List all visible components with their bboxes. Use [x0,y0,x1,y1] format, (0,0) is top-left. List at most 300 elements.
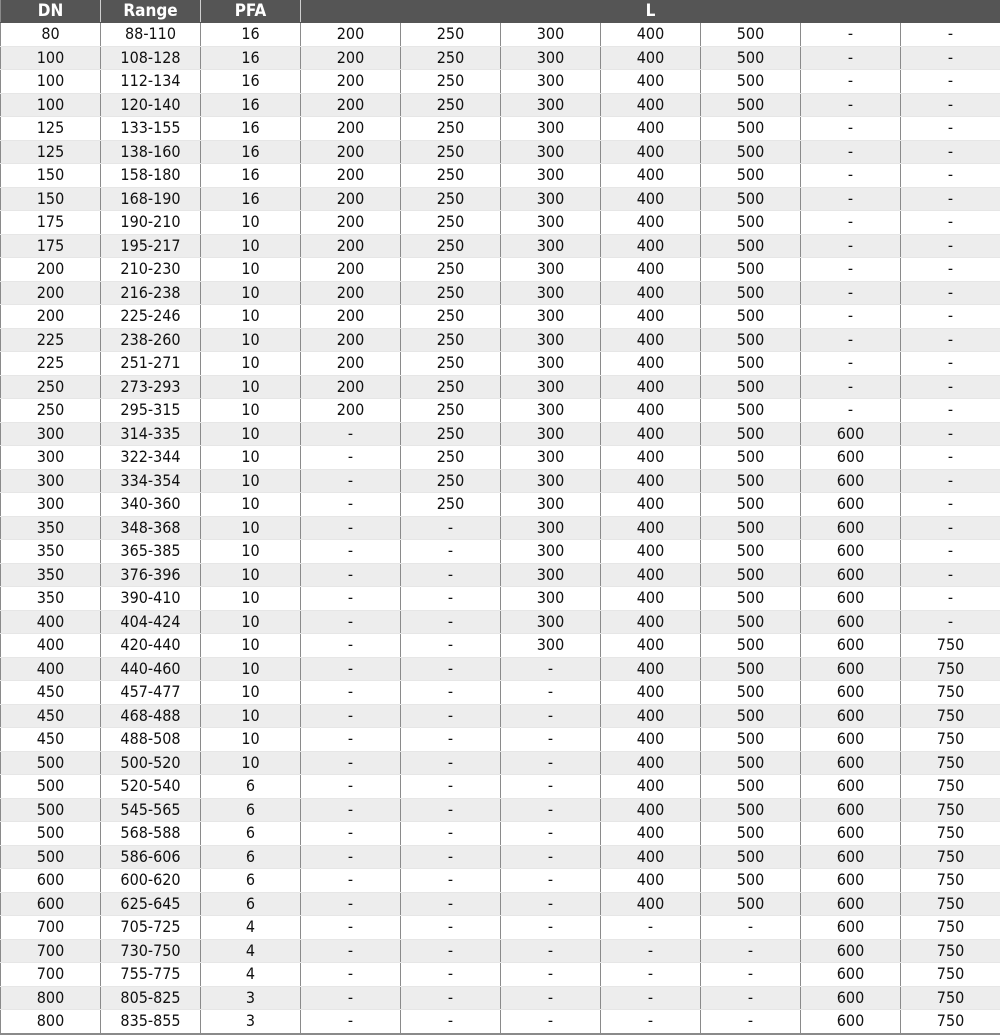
cell-pfa: 10 [201,493,301,517]
cell-range: 805-825 [101,986,201,1010]
cell-l7: 750 [901,869,1000,893]
cell-l5: 500 [701,728,801,752]
cell-dn: 500 [1,845,101,869]
cell-l7: - [901,328,1000,352]
cell-l2: 250 [401,234,501,258]
cell-l4: - [601,986,701,1010]
cell-pfa: 10 [201,681,301,705]
cell-l1: 200 [301,281,401,305]
table-row [1,822,1000,846]
cell-pfa: 10 [201,587,301,611]
cell-l2: - [401,775,501,799]
cell-dn: 500 [1,751,101,775]
cell-l4: 400 [601,563,701,587]
cell-l3: 300 [501,399,601,423]
cell-range: 195-217 [101,234,201,258]
cell-range: 190-210 [101,211,201,235]
cell-l1: - [301,540,401,564]
cell-l3: 300 [501,46,601,70]
cell-l7: - [901,258,1000,282]
cell-l1: - [301,634,401,658]
cell-l4: 400 [601,869,701,893]
cell-l5: 500 [701,422,801,446]
cell-l7: - [901,187,1000,211]
cell-l2: 250 [401,399,501,423]
cell-l4: - [601,1010,701,1034]
cell-dn: 350 [1,540,101,564]
cell-l6: 600 [801,916,901,940]
cell-l2: 250 [401,352,501,376]
cell-l1: - [301,469,401,493]
cell-l1: - [301,728,401,752]
cell-l4: 400 [601,117,701,141]
cell-pfa: 16 [201,187,301,211]
cell-l5: 500 [701,375,801,399]
cell-l4: 400 [601,775,701,799]
cell-l6: 600 [801,681,901,705]
table-row [1,281,1000,305]
cell-pfa: 16 [201,164,301,188]
cell-dn: 350 [1,587,101,611]
cell-l4: 400 [601,845,701,869]
cell-l2: 250 [401,281,501,305]
cell-l7: - [901,23,1000,47]
cell-l3: 300 [501,634,601,658]
cell-range: 468-488 [101,704,201,728]
cell-dn: 80 [1,23,101,47]
cell-range: 210-230 [101,258,201,282]
cell-range: 705-725 [101,916,201,940]
cell-pfa: 4 [201,916,301,940]
cell-l5: 500 [701,681,801,705]
cell-l6: 600 [801,446,901,470]
cell-pfa: 10 [201,704,301,728]
cell-dn: 450 [1,704,101,728]
cell-l3: - [501,892,601,916]
cell-l3: 300 [501,164,601,188]
cell-l7: 750 [901,845,1000,869]
cell-l3: 300 [501,328,601,352]
cell-l4: 400 [601,305,701,329]
cell-l5: 500 [701,751,801,775]
cell-dn: 300 [1,469,101,493]
cell-l7: 750 [901,704,1000,728]
cell-l2: - [401,634,501,658]
cell-dn: 150 [1,187,101,211]
cell-l6: - [801,375,901,399]
cell-pfa: 6 [201,822,301,846]
cell-l7: - [901,305,1000,329]
cell-l3: 300 [501,211,601,235]
cell-pfa: 3 [201,986,301,1010]
cell-pfa: 10 [201,540,301,564]
cell-l2: 250 [401,211,501,235]
cell-range: 545-565 [101,798,201,822]
cell-l1: 200 [301,211,401,235]
cell-l2: 250 [401,328,501,352]
cell-l4: 400 [601,70,701,94]
cell-range: 520-540 [101,775,201,799]
cell-dn: 450 [1,728,101,752]
cell-l6: 600 [801,892,901,916]
cell-l2: - [401,916,501,940]
cell-range: 348-368 [101,516,201,540]
cell-l2: 250 [401,140,501,164]
cell-range: 133-155 [101,117,201,141]
cell-l1: - [301,822,401,846]
cell-l5: 500 [701,446,801,470]
cell-l6: 600 [801,493,901,517]
cell-l2: - [401,939,501,963]
cell-dn: 500 [1,775,101,799]
table-row [1,587,1000,611]
cell-l5: 500 [701,70,801,94]
cell-l2: 250 [401,305,501,329]
cell-l1: - [301,986,401,1010]
cell-range: 376-396 [101,563,201,587]
cell-l7: 750 [901,751,1000,775]
table-row [1,328,1000,352]
cell-l7: - [901,281,1000,305]
cell-range: 457-477 [101,681,201,705]
cell-l2: - [401,540,501,564]
cell-l3: - [501,657,601,681]
table-row [1,751,1000,775]
cell-pfa: 3 [201,1010,301,1034]
cell-l1: - [301,892,401,916]
cell-pfa: 10 [201,469,301,493]
cell-dn: 700 [1,939,101,963]
cell-l3: 300 [501,540,601,564]
cell-l3: 300 [501,493,601,517]
cell-l2: 250 [401,46,501,70]
table-row [1,352,1000,376]
cell-dn: 200 [1,281,101,305]
cell-l2: - [401,657,501,681]
cell-dn: 100 [1,70,101,94]
cell-range: 625-645 [101,892,201,916]
cell-l5: 500 [701,469,801,493]
cell-l3: 300 [501,587,601,611]
cell-l7: - [901,117,1000,141]
cell-pfa: 10 [201,422,301,446]
cell-l3: - [501,986,601,1010]
table-row [1,516,1000,540]
cell-pfa: 10 [201,751,301,775]
table-row [1,845,1000,869]
cell-l4: 400 [601,798,701,822]
cell-l1: - [301,563,401,587]
cell-l7: 750 [901,963,1000,987]
cell-l3: - [501,751,601,775]
cell-l4: 400 [601,822,701,846]
table-row [1,963,1000,987]
cell-l7: - [901,375,1000,399]
cell-l6: - [801,117,901,141]
cell-l4: 400 [601,610,701,634]
cell-l1: - [301,446,401,470]
table-body [1,23,1000,1034]
table-row [1,939,1000,963]
cell-l1: - [301,1010,401,1034]
cell-l5: 500 [701,187,801,211]
cell-l3: - [501,963,601,987]
cell-l5: - [701,939,801,963]
header-row [1,0,1000,23]
cell-l3: - [501,916,601,940]
cell-range: 314-335 [101,422,201,446]
cell-l5: - [701,963,801,987]
cell-range: 295-315 [101,399,201,423]
cell-l1: - [301,704,401,728]
cell-range: 390-410 [101,587,201,611]
cell-l6: 600 [801,1010,901,1034]
cell-dn: 225 [1,352,101,376]
cell-dn: 400 [1,657,101,681]
cell-l2: 250 [401,469,501,493]
cell-l1: 200 [301,93,401,117]
cell-l4: 400 [601,516,701,540]
cell-l4: 400 [601,681,701,705]
cell-l6: 600 [801,986,901,1010]
cell-l6: - [801,187,901,211]
cell-l3: 300 [501,375,601,399]
cell-l3: - [501,681,601,705]
cell-l1: 200 [301,352,401,376]
cell-l4: 400 [601,892,701,916]
cell-l6: 600 [801,751,901,775]
cell-l4: 400 [601,751,701,775]
cell-range: 251-271 [101,352,201,376]
cell-l6: 600 [801,469,901,493]
cell-l1: 200 [301,187,401,211]
table-row [1,258,1000,282]
cell-l5: 500 [701,117,801,141]
cell-l5: 500 [701,892,801,916]
cell-l6: - [801,328,901,352]
table-row [1,164,1000,188]
table-row [1,422,1000,446]
table-row [1,469,1000,493]
cell-range: 586-606 [101,845,201,869]
cell-l3: 300 [501,516,601,540]
cell-l4: 400 [601,446,701,470]
cell-l7: 750 [901,798,1000,822]
cell-l5: 500 [701,23,801,47]
cell-dn: 200 [1,258,101,282]
cell-l7: - [901,587,1000,611]
cell-pfa: 16 [201,117,301,141]
cell-l2: - [401,986,501,1010]
cell-range: 365-385 [101,540,201,564]
cell-l5: 500 [701,563,801,587]
cell-pfa: 10 [201,375,301,399]
cell-range: 730-750 [101,939,201,963]
cell-l7: 750 [901,822,1000,846]
cell-l5: - [701,986,801,1010]
cell-l7: - [901,46,1000,70]
cell-dn: 300 [1,493,101,517]
table-row [1,211,1000,235]
cell-l1: - [301,775,401,799]
cell-l6: 600 [801,634,901,658]
cell-l2: - [401,751,501,775]
cell-l2: 250 [401,493,501,517]
cell-range: 120-140 [101,93,201,117]
table-row [1,493,1000,517]
cell-l6: - [801,234,901,258]
cell-l1: 200 [301,70,401,94]
table-row [1,234,1000,258]
cell-l3: - [501,939,601,963]
cell-l4: 400 [601,211,701,235]
cell-l1: 200 [301,140,401,164]
cell-pfa: 10 [201,657,301,681]
cell-l1: - [301,963,401,987]
cell-l1: - [301,751,401,775]
cell-dn: 250 [1,375,101,399]
cell-l4: 400 [601,234,701,258]
cell-l3: - [501,822,601,846]
cell-dn: 200 [1,305,101,329]
cell-l2: - [401,963,501,987]
table-row [1,916,1000,940]
table-row [1,70,1000,94]
cell-l6: 600 [801,587,901,611]
cell-l3: 300 [501,281,601,305]
cell-l7: - [901,493,1000,517]
cell-l7: - [901,399,1000,423]
cell-pfa: 10 [201,234,301,258]
cell-l4: 400 [601,281,701,305]
cell-l3: 300 [501,258,601,282]
cell-l4: - [601,963,701,987]
cell-l4: 400 [601,422,701,446]
cell-l2: 250 [401,375,501,399]
cell-l1: - [301,422,401,446]
cell-l1: - [301,798,401,822]
cell-dn: 350 [1,563,101,587]
cell-l1: - [301,516,401,540]
cell-l4: 400 [601,634,701,658]
cell-l2: 250 [401,23,501,47]
cell-l5: 500 [701,775,801,799]
cell-l6: - [801,140,901,164]
cell-pfa: 10 [201,258,301,282]
cell-dn: 225 [1,328,101,352]
table-row [1,46,1000,70]
cell-l7: - [901,540,1000,564]
cell-dn: 300 [1,422,101,446]
cell-pfa: 10 [201,305,301,329]
cell-dn: 400 [1,634,101,658]
cell-l4: 400 [601,187,701,211]
cell-l4: 400 [601,46,701,70]
cell-l6: - [801,281,901,305]
cell-l5: 500 [701,516,801,540]
cell-l2: 250 [401,446,501,470]
cell-l5: 500 [701,493,801,517]
header-pfa: PFA [201,0,301,23]
cell-l2: - [401,516,501,540]
cell-l7: - [901,563,1000,587]
cell-l6: 600 [801,657,901,681]
cell-l7: - [901,469,1000,493]
cell-l3: 300 [501,117,601,141]
cell-l2: 250 [401,117,501,141]
cell-l6: - [801,211,901,235]
cell-l3: 300 [501,469,601,493]
cell-l6: - [801,305,901,329]
cell-l4: 400 [601,704,701,728]
cell-l5: - [701,1010,801,1034]
cell-pfa: 10 [201,563,301,587]
cell-l3: 300 [501,234,601,258]
cell-l7: 750 [901,916,1000,940]
cell-range: 273-293 [101,375,201,399]
cell-pfa: 10 [201,281,301,305]
cell-l1: 200 [301,375,401,399]
cell-pfa: 10 [201,399,301,423]
cell-range: 322-344 [101,446,201,470]
cell-pfa: 16 [201,140,301,164]
cell-l5: - [701,916,801,940]
cell-dn: 100 [1,93,101,117]
cell-range: 488-508 [101,728,201,752]
cell-l2: - [401,798,501,822]
cell-dn: 500 [1,822,101,846]
cell-l6: 600 [801,939,901,963]
cell-range: 108-128 [101,46,201,70]
cell-pfa: 16 [201,70,301,94]
cell-range: 500-520 [101,751,201,775]
cell-l7: 750 [901,986,1000,1010]
cell-l3: 300 [501,610,601,634]
cell-l5: 500 [701,587,801,611]
cell-l1: 200 [301,328,401,352]
cell-l1: - [301,587,401,611]
cell-l6: - [801,46,901,70]
cell-l5: 500 [701,328,801,352]
cell-l7: - [901,70,1000,94]
cell-l6: 600 [801,963,901,987]
cell-dn: 100 [1,46,101,70]
cell-l5: 500 [701,305,801,329]
cell-l5: 500 [701,234,801,258]
cell-dn: 600 [1,892,101,916]
table-row [1,892,1000,916]
cell-l6: 600 [801,704,901,728]
cell-l2: 250 [401,164,501,188]
cell-l2: 250 [401,258,501,282]
cell-l4: 400 [601,375,701,399]
cell-pfa: 10 [201,211,301,235]
table-row [1,540,1000,564]
cell-l7: - [901,352,1000,376]
cell-range: 168-190 [101,187,201,211]
cell-range: 340-360 [101,493,201,517]
cell-l5: 500 [701,46,801,70]
cell-l1: 200 [301,117,401,141]
cell-l4: 400 [601,23,701,47]
table-row [1,375,1000,399]
cell-dn: 600 [1,869,101,893]
cell-l3: 300 [501,70,601,94]
cell-l5: 500 [701,164,801,188]
table-row [1,986,1000,1010]
cell-pfa: 10 [201,634,301,658]
cell-l1: 200 [301,399,401,423]
